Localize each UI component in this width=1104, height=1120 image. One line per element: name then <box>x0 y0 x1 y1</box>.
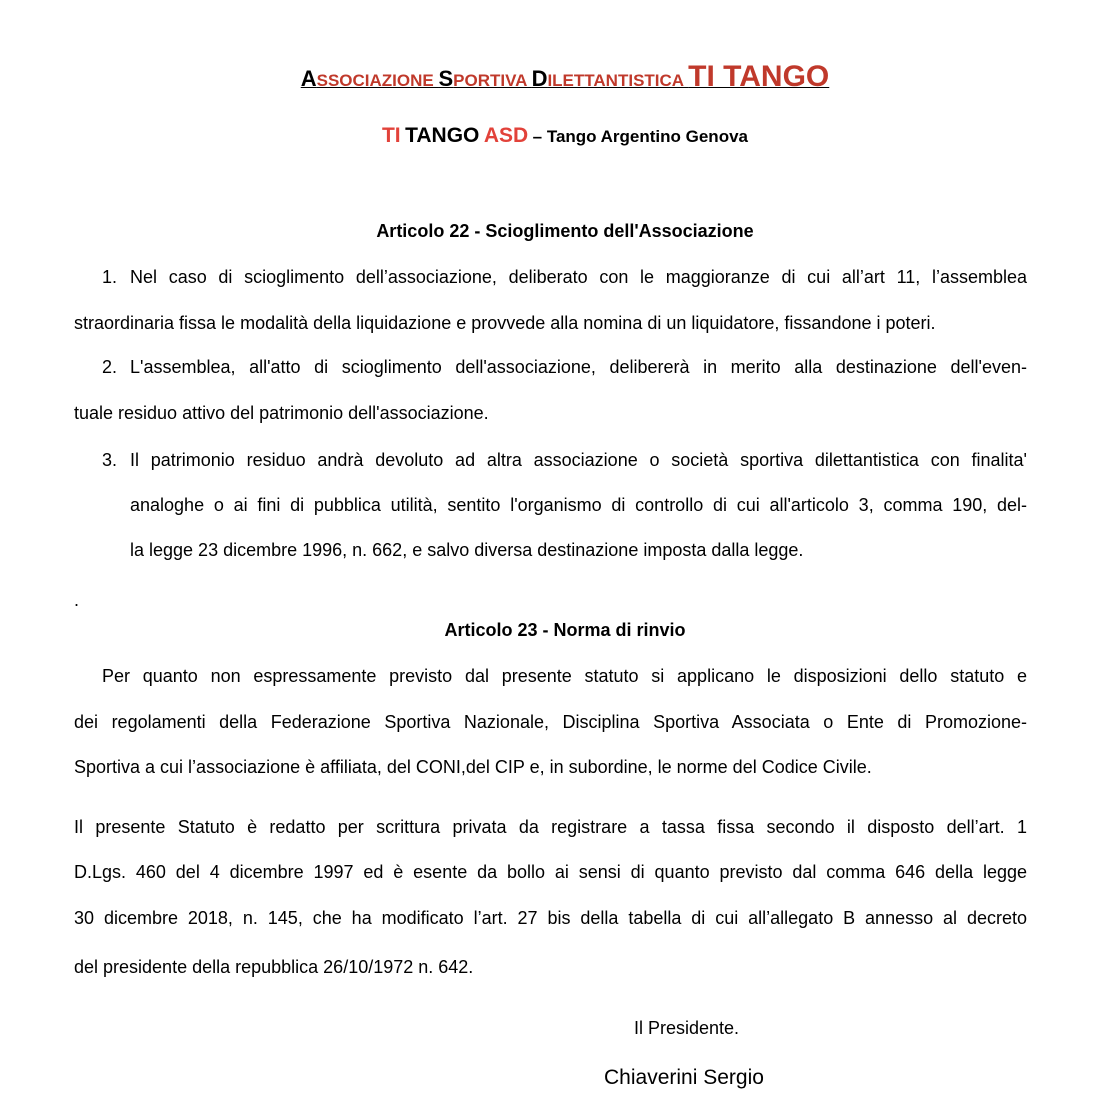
subtitle-tango: TANGO <box>405 124 480 147</box>
list-item-line: analoghe o ai fini di pubblica utilità, sentito l'organismo di controllo di cui all'articolo 3, comma 190, del- <box>130 495 1027 515</box>
paragraph-line: D.Lgs. 460 del 4 dicembre 1997 ed è esente da bollo ai sensi di quanto previsto dal comma 646 della legge <box>74 862 1027 882</box>
paragraph-line: Il presente Statuto è redatto per scrittura privata da registrare a tassa fissa secondo il disposto dell’art. 1 <box>74 817 1027 837</box>
signature-name: Chiaverini Sergio <box>604 1066 764 1089</box>
list-item-line: Il patrimonio residuo andrà devoluto ad altra associazione o società sportiva dilettantistica con finalita' <box>130 450 1027 470</box>
list-item-line: straordinaria fissa le modalità della liquidazione e provvede alla nomina di un liquidatore, fissandone i poteri. <box>74 313 936 333</box>
list-item-number: 1. <box>102 267 118 287</box>
paragraph-line: dei regolamenti della Federazione Sportiva Nazionale, Disciplina Sportiva Associata o Ente di Promozione- <box>74 712 1027 732</box>
article-23-heading: Articolo 23 - Norma di rinvio <box>444 620 686 640</box>
title-s-rest: PORTIVA <box>453 71 532 90</box>
association-subtitle <box>0 124 1104 148</box>
list-item-line: la legge 23 dicembre 1996, n. 662, e salvo diversa destinazione imposta dalla legge. <box>130 540 804 560</box>
title-s-cap: S <box>438 66 454 91</box>
list-item-number: 2. <box>102 357 118 377</box>
subtitle-asd: ASD <box>483 124 529 147</box>
subtitle-ti: TI <box>381 124 401 147</box>
title-d-cap: D <box>531 66 548 91</box>
title-name: TI TANGO <box>688 60 830 93</box>
list-item-line: tuale residuo attivo del patrimonio dell'associazione. <box>74 403 489 423</box>
separator-dot: . <box>74 590 80 610</box>
subtitle-rest: – Tango Argentino Genova <box>532 127 748 146</box>
association-title <box>0 60 1104 94</box>
title-d-rest: ILETTANTISTICA <box>547 71 689 90</box>
article-22-heading: Articolo 22 - Scioglimento dell'Associazione <box>376 221 754 241</box>
paragraph-line: 30 dicembre 2018, n. 145, che ha modificato l’art. 27 bis della tabella di cui all’allegato B annesso al decreto <box>74 908 1027 928</box>
signature-role: Il Presidente. <box>634 1018 740 1038</box>
title-a-rest: SSOCIAZIONE <box>316 71 439 90</box>
paragraph-line: Sportiva a cui l’associazione è affiliata, del CONI,del CIP e, in subordine, le norme del Codice Civile. <box>74 757 872 777</box>
title-a-cap: A <box>300 66 317 91</box>
list-item-line: L'assemblea, all'atto di scioglimento dell'associazione, delibererà in merito alla destinazione dell'even- <box>130 357 1027 377</box>
paragraph-line: Per quanto non espressamente previsto dal presente statuto si applicano le disposizioni dello statuto e <box>102 666 1027 686</box>
list-item-number: 3. <box>102 450 118 470</box>
paragraph-line: del presidente della repubblica 26/10/1972 n. 642. <box>74 957 474 977</box>
list-item-line: Nel caso di scioglimento dell’associazione, deliberato con le maggioranze di cui all’art 11, l’assemblea <box>130 267 1027 287</box>
